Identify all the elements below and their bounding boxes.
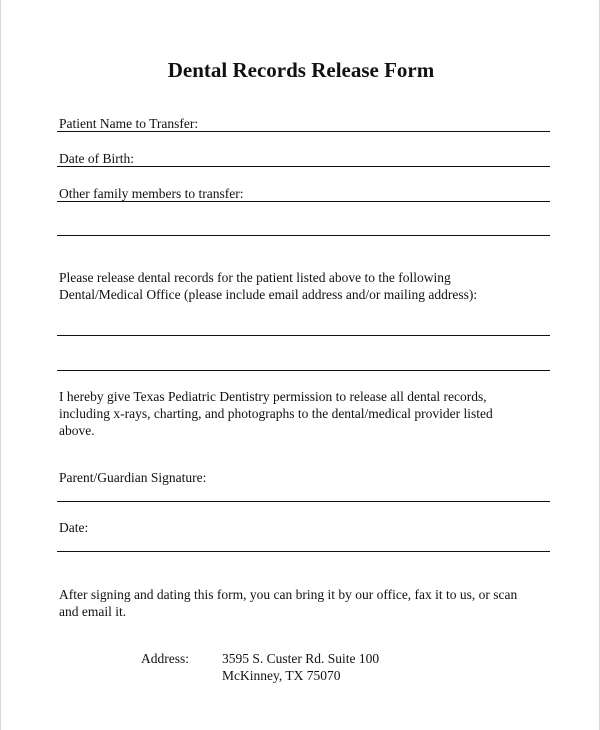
- address-label: Address:: [141, 651, 189, 666]
- permission-line-3: above.: [59, 423, 95, 438]
- instructions-text: [59, 586, 549, 620]
- instructions-line-1: After signing and dating this form, you can bring it by our office, fax it to us, or scan: [59, 587, 518, 602]
- address-line-1: 3595 S. Custer Rd. Suite 100: [222, 651, 380, 666]
- patient-name-label: Patient Name to Transfer:: [59, 116, 199, 131]
- permission-line-1: I hereby give Texas Pediatric Dentistry permission to release all dental records,: [59, 389, 487, 404]
- release-request-text: [59, 269, 549, 303]
- dob-label: Date of Birth:: [59, 151, 134, 166]
- recipient-office-line-2[interactable]: [57, 370, 550, 371]
- patient-name-line[interactable]: [57, 131, 550, 132]
- release-request-line-2: Dental/Medical Office (please include email address and/or mailing address):: [59, 287, 478, 302]
- release-request-line-1: Please release dental records for the patient listed above to the following: [59, 270, 451, 285]
- form-title: Dental Records Release Form: [167, 58, 435, 82]
- date-label: Date:: [59, 520, 89, 535]
- other-family-line-1[interactable]: [57, 201, 550, 202]
- date-line[interactable]: [57, 551, 550, 552]
- dob-line[interactable]: [57, 166, 550, 167]
- permission-text: [59, 388, 549, 439]
- instructions-line-2: and email it.: [59, 604, 127, 619]
- signature-label: Parent/Guardian Signature:: [59, 470, 207, 485]
- office-address: [222, 650, 379, 684]
- signature-line[interactable]: [57, 501, 550, 502]
- address-line-2: McKinney, TX 75070: [222, 668, 341, 683]
- other-family-line-2[interactable]: [57, 235, 550, 236]
- permission-line-2: including x-rays, charting, and photographs to the dental/medical provider listed: [59, 406, 493, 421]
- other-family-label: Other family members to transfer:: [59, 186, 244, 201]
- recipient-office-line-1[interactable]: [57, 335, 550, 336]
